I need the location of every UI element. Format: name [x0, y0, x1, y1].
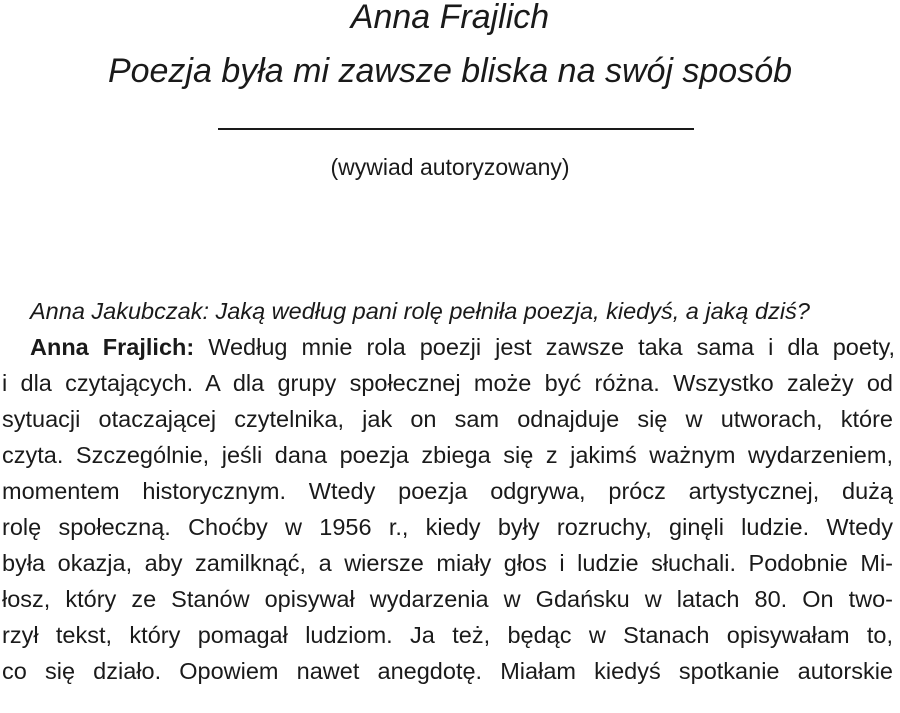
article-title: Poezja była mi zawsze bliska na swój sposób: [107, 52, 793, 90]
answer-line: łosz, który ze Stanów opisywał wydarzenia w Gdańsku w latach 80. On two-: [2, 586, 893, 612]
answer-line-text: Według mnie rola poezji jest zawsze taka sama i dla poety,: [194, 334, 896, 360]
answer-line: i dla czytających. A dla grupy społecznej może być różna. Wszystko zależy od: [2, 370, 893, 396]
answer-line: czyta. Szczególnie, jeśli dana poezja zbiega się z jakimś ważnym wydarzeniem,: [2, 442, 893, 468]
answer-line: sytuacji otaczającej czytelnika, jak on sam odnajduje się w utworach, które: [2, 406, 893, 432]
answer-line: momentem historycznym. Wtedy poezja odgrywa, prócz artystycznej, dużą: [2, 478, 893, 504]
interview-question: Anna Jakubczak: Jaką według pani rolę pełniła poezja, kiedyś, a jaką dziś?: [30, 298, 810, 324]
answer-speaker: Anna Frajlich:: [30, 334, 195, 360]
answer-line: [0, 329, 895, 365]
interview-note: (wywiad autoryzowany): [330, 154, 570, 180]
answer-line: była okazja, aby zamilknąć, a wiersze miały głos i ludzie słuchali. Podobnie Mi-: [2, 550, 893, 576]
title-divider: [218, 128, 694, 130]
interview-answer: [0, 329, 900, 689]
article-body: [0, 293, 900, 689]
answer-line: rzył tekst, który pomagał ludziom. Ja też, będąc w Stanach opisywałam to,: [2, 622, 893, 648]
answer-line: co się działo. Opowiem nawet anegdotę. Miałam kiedyś spotkanie autorskie: [2, 658, 893, 684]
answer-line: rolę społeczną. Choćby w 1956 r., kiedy były rozruchy, ginęli ludzie. Wtedy: [2, 514, 893, 540]
author-name: Anna Frajlich: [350, 0, 550, 36]
